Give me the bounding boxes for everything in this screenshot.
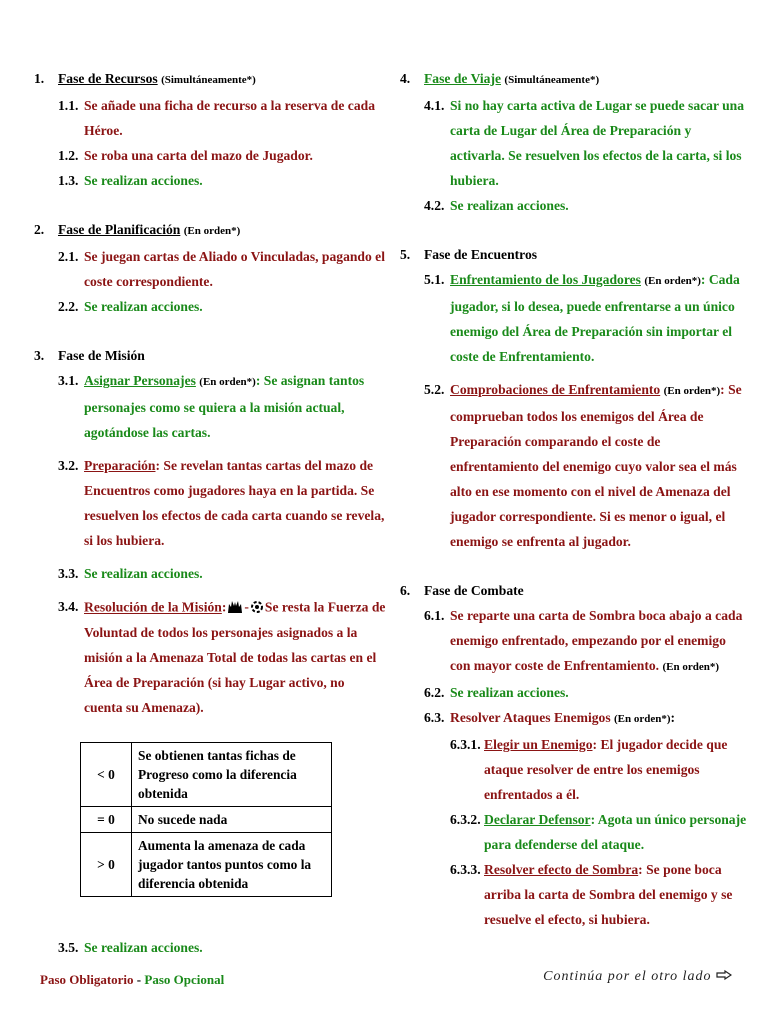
- step-text: Se realizan acciones.: [84, 173, 203, 188]
- step-number: 4.2.: [424, 198, 445, 213]
- step-text: : Se asignan tantos personajes como se quiera a la misión actual, agotándose las cartas.: [84, 373, 365, 440]
- step-text: Se realizan acciones.: [84, 299, 203, 314]
- step-item: [424, 680, 748, 705]
- step-item: 3.4. Resolución de la Misión: - Se resta la Fuerza de Voluntad de todos los personajes asignados a la misión a la Amenaza Total de todas las cartas en el Área de Preparación (si hay Lugar activo, no cuenta su Amenaza).: [58, 594, 386, 720]
- substep-item: [450, 732, 748, 807]
- phase-number: 1.: [34, 71, 45, 86]
- step-note: (En orden*): [199, 376, 256, 388]
- substep-label: Declarar Defensor: [484, 812, 591, 827]
- step-text: Se añade una ficha de recurso a la reserva de cada Héroe.: [84, 98, 375, 138]
- continue-note: [543, 968, 732, 985]
- step-item: [58, 244, 386, 294]
- step-number: 5.2.: [424, 382, 445, 397]
- phase-heading: [34, 66, 386, 93]
- substep-item: [450, 807, 748, 857]
- table-row: [81, 806, 332, 832]
- table-cell-text: No sucede nada: [132, 806, 332, 832]
- table-row: [81, 832, 332, 896]
- step-text: Se realizan acciones.: [450, 685, 569, 700]
- step-note: (En orden*): [614, 713, 671, 725]
- substep-number: 6.3.2.: [450, 812, 481, 827]
- phase-note: (Simultáneamente*): [161, 74, 256, 86]
- step-item: [424, 603, 748, 680]
- phase-title: Fase de Encuentros: [424, 247, 538, 262]
- step-text: Se resta la Fuerza de Voluntad de todos los personajes asignados a la misión a la Amenaza Total de todas las cartas en el Área de Preparación (si hay Lugar activo, no cuenta su Amenaza).: [84, 599, 386, 715]
- quest-result-table-wrap: [80, 742, 386, 897]
- step-label: Enfrentamiento de los Jugadores: [450, 272, 641, 287]
- step-number: 2.1.: [58, 249, 79, 264]
- step-item: [58, 168, 386, 193]
- substep-number: 6.3.3.: [450, 862, 481, 877]
- step-number: 6.3.: [424, 710, 445, 725]
- quest-result-table: [80, 742, 332, 897]
- step-number: 4.1.: [424, 98, 445, 113]
- legend: [40, 972, 224, 988]
- step-text: : Se comprueban todos los enemigos del Área de Preparación comparando el coste de enfrentamiento del enemigo cuyo valor sea el más alto en ese momento con el nivel de Amenaza del jugador correspondiente. Si es menor o igual, el enemigo se enfrenta al jugador.: [450, 382, 742, 549]
- phase-number: 3.: [34, 348, 45, 363]
- phase-combat: [400, 578, 748, 932]
- step-number: 6.1.: [424, 608, 445, 623]
- legend-optional: Paso Opcional: [144, 972, 225, 987]
- continue-text: Continúa por el otro lado: [543, 969, 712, 984]
- step-text: : Cada jugador, si lo desea, puede enfrentarse a un único enemigo del Área de Preparación sin importar el coste de Enfrentamiento.: [450, 272, 740, 364]
- table-cell-symbol: < 0: [81, 742, 132, 806]
- step-number: 1.1.: [58, 98, 79, 113]
- table-cell-text: Se obtienen tantas fichas de Progreso como la diferencia obtenida: [132, 742, 332, 806]
- phase-note: (Simultáneamente*): [504, 74, 600, 86]
- left-column: [34, 66, 386, 960]
- step-number: 3.2.: [58, 458, 79, 473]
- step-label: Preparación: [84, 458, 156, 473]
- step-note: (En orden*): [663, 385, 721, 397]
- substep-label: Resolver efecto de Sombra: [484, 862, 639, 877]
- phase-number: 5.: [400, 247, 411, 262]
- table-cell-text: Aumenta la amenaza de cada jugador tantos puntos como la diferencia obtenida: [132, 832, 332, 896]
- quest-symbols: [227, 594, 264, 619]
- step-item: [58, 93, 386, 143]
- pointing-hand-icon: [716, 968, 732, 982]
- step-text: Se juegan cartas de Aliado o Vinculadas, pagando el coste correspondiente.: [84, 249, 385, 289]
- step-text: Se realizan acciones.: [84, 566, 203, 581]
- substep-number: 6.3.1.: [450, 737, 481, 752]
- step-tail: :: [670, 710, 676, 725]
- phase-number: 4.: [400, 71, 411, 86]
- step-text: Resolver Ataques Enemigos: [450, 710, 611, 725]
- step-label: Resolución de la Misión: [84, 599, 222, 615]
- step-item: [424, 93, 748, 193]
- phase-encounter: [400, 242, 748, 554]
- step-number: 3.3.: [58, 566, 79, 581]
- step-number: 5.1.: [424, 272, 445, 287]
- phase-heading: [400, 66, 748, 93]
- step-label: Comprobaciones de Enfrentamiento: [450, 382, 661, 397]
- substep-text: : Agota un único personaje para defenderse del ataque.: [484, 812, 747, 852]
- threat-icon: [250, 600, 264, 614]
- phase-title: Fase de Combate: [424, 583, 524, 598]
- phase-number: 2.: [34, 222, 45, 237]
- phase-planning: [34, 217, 386, 319]
- phase-heading: [400, 578, 748, 603]
- step-number: 1.3.: [58, 173, 79, 188]
- substep-text: : El jugador decide que ataque resolver de entre los enemigos enfrentados a él.: [484, 737, 728, 802]
- substep-item: [450, 857, 748, 932]
- phase-quest: [34, 343, 386, 960]
- table-cell-symbol: > 0: [81, 832, 132, 896]
- step-item: [424, 267, 748, 369]
- step-text: Se reparte una carta de Sombra boca abajo a cada enemigo enfrentado, empezando por el enemigo con mayor coste de Enfrentamiento.: [450, 608, 743, 673]
- legend-separator: -: [133, 972, 145, 987]
- step-item: [58, 368, 386, 445]
- step-number: 6.2.: [424, 685, 445, 700]
- step-number: 2.2.: [58, 299, 79, 314]
- step-text: Se realizan acciones.: [450, 198, 569, 213]
- step-note: (En orden*): [644, 275, 701, 287]
- phase-number: 6.: [400, 583, 411, 598]
- symbol-separator: -: [244, 599, 249, 614]
- step-text: Se realizan acciones.: [84, 939, 203, 955]
- phase-heading: [34, 343, 386, 368]
- table-row: [81, 742, 332, 806]
- phase-heading: [34, 217, 386, 244]
- phase-title: Fase de Recursos: [58, 71, 158, 86]
- phase-travel: [400, 66, 748, 218]
- phase-heading: [400, 242, 748, 267]
- step-item: [424, 193, 748, 218]
- step-text: : Se revelan tantas cartas del mazo de Encuentros como jugadores haya en la partida. Se resuelven los efectos de cada carta cuando se revela, si los hubiera.: [84, 458, 385, 548]
- step-number: 3.1.: [58, 373, 79, 388]
- step-text: Si no hay carta activa de Lugar se puede sacar una carta de Lugar del Área de Preparación y activarla. Se resuelven los efectos de la carta, si los hubiera.: [450, 98, 745, 188]
- phase-title: Fase de Viaje: [424, 71, 502, 86]
- phase-resources: [34, 66, 386, 193]
- table-cell-symbol: = 0: [81, 806, 132, 832]
- step-item: [58, 294, 386, 319]
- step-number: 3.5.: [58, 939, 79, 955]
- phase-note: (En orden*): [183, 225, 241, 237]
- substep-text: : Se pone boca arriba la carta de Sombra del enemigo y se resuelve el efecto, si hubiera.: [484, 862, 733, 927]
- step-number: 1.2.: [58, 148, 79, 163]
- step-item: [58, 453, 386, 553]
- step-number: 3.4.: [58, 599, 79, 614]
- step-item: [58, 561, 386, 586]
- step-item: [58, 935, 386, 960]
- phase-title: Fase de Planificación: [58, 222, 181, 237]
- step-label: Asignar Personajes: [84, 373, 196, 388]
- phase-title: Fase de Misión: [58, 348, 145, 363]
- step-item: [58, 143, 386, 168]
- step-note: (En orden*): [662, 661, 719, 673]
- step-item: [424, 705, 748, 732]
- step-text: Se roba una carta del mazo de Jugador.: [84, 148, 313, 163]
- right-column: [400, 66, 748, 932]
- substep-label: Elegir un Enemigo: [484, 737, 593, 752]
- willpower-icon: [227, 600, 243, 614]
- step-item: [424, 377, 748, 554]
- legend-mandatory: Paso Obligatorio: [40, 972, 134, 987]
